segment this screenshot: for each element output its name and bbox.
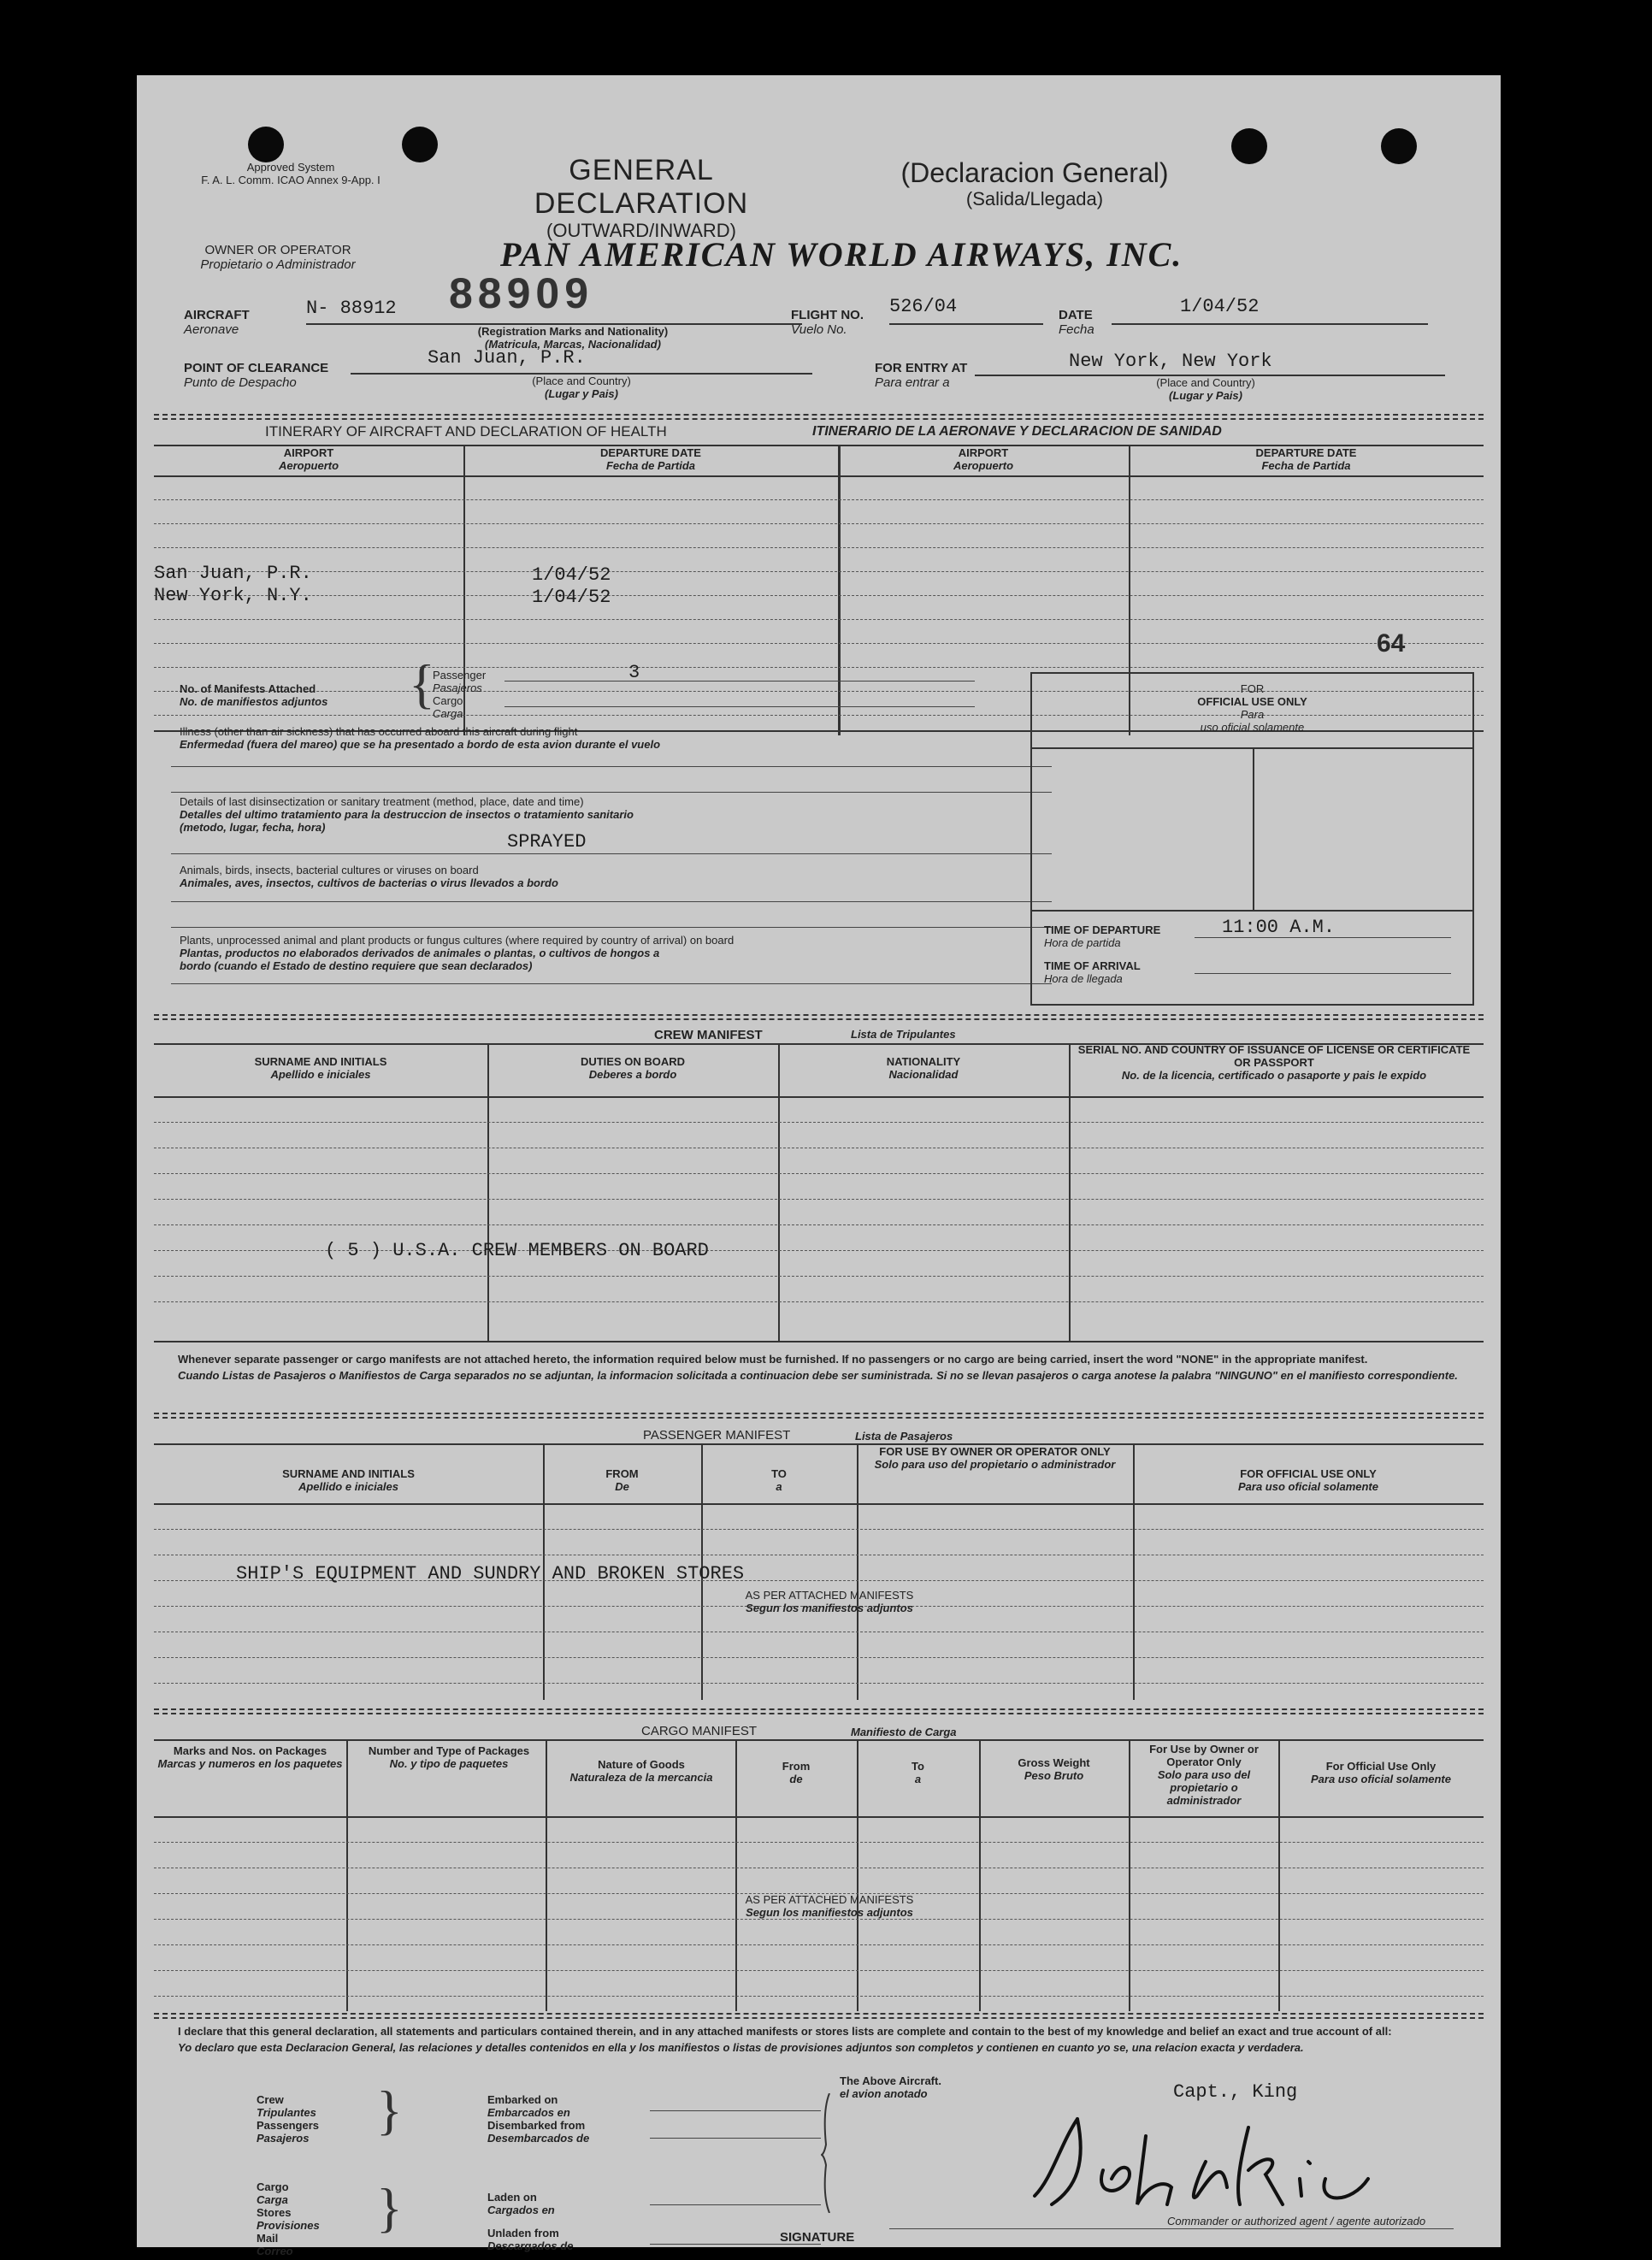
itin-date: 1/04/52: [532, 564, 611, 586]
entry-label-en: FOR ENTRY AT: [875, 361, 968, 375]
footer-goods: [257, 2180, 320, 2257]
reg-note-en: (Registration Marks and Nationality): [477, 325, 669, 338]
embarked-label-es: Embarcados en: [487, 2106, 570, 2119]
col-en: For Use by Owner or Operator Only: [1149, 1743, 1259, 1768]
punch-hole: [1231, 128, 1267, 164]
col-es: Solo para uso del propietario o administrador: [1157, 1768, 1251, 1807]
cargo-label: Cargo: [433, 694, 463, 707]
footer-laden: [487, 2191, 573, 2252]
passenger-title: PASSENGER MANIFEST: [643, 1428, 791, 1443]
disinsect-label: [180, 795, 634, 834]
clearance-label-es: Punto de Despacho: [184, 375, 297, 390]
title-text: GENERAL DECLARATION: [534, 154, 749, 220]
punch-hole: [248, 127, 284, 162]
col-es: Para uso oficial solamente: [1310, 1773, 1451, 1785]
clearance-label: [184, 361, 328, 390]
col-es: Naturaleza de la mercancia: [569, 1771, 713, 1784]
pass-label-es: Pasajeros: [257, 2132, 310, 2145]
illness-en: Illness (other than air sickness) that has occurred aboard this aircraft during flight: [180, 725, 578, 738]
col-en: DEPARTURE DATE: [600, 446, 701, 459]
attached-en: AS PER ATTACHED MANIFESTS: [745, 1589, 914, 1602]
illness-label: [180, 725, 660, 751]
manifest-types: [433, 669, 486, 720]
col-en: Number and Type of Packages: [368, 1744, 530, 1757]
itin-col-date: [463, 446, 838, 472]
aircraft-stamp: 88909: [449, 269, 594, 317]
stores-label-es: Provisiones: [257, 2219, 320, 2232]
date-value: 1/04/52: [1180, 296, 1260, 317]
col-en: AIRPORT: [958, 446, 1009, 459]
passenger-entry: SHIP'S EQUIPMENT AND SUNDRY AND BROKEN STORES: [236, 1563, 745, 1584]
entry-note: [1120, 376, 1291, 402]
cargo-col: [154, 1744, 346, 1770]
manifests-en: No. of Manifests Attached: [180, 682, 316, 695]
title-sub: (OUTWARD/INWARD): [546, 220, 736, 241]
cargo-col: [564, 1758, 718, 1784]
cargo-label-es: Carga: [257, 2193, 288, 2206]
clearance-note-es: (Lugar y Pais): [545, 387, 618, 400]
crew-col: [778, 1055, 1069, 1081]
plants-en: Plants, unprocessed animal and plant products or fungus cultures (where required by country of arrival) on board: [180, 934, 735, 947]
col-es: Fecha de Partida: [605, 459, 696, 472]
col-en: DUTIES ON BOARD: [580, 1055, 686, 1068]
entry-note-es: (Lugar y Pais): [1169, 389, 1242, 402]
col-es: Marcas y numeros en los paquetes: [157, 1757, 343, 1770]
crew-col: [1077, 1043, 1471, 1082]
reg-note-es: (Matricula, Marcas, Nacionalidad): [485, 338, 661, 351]
clearance-note-en: (Place and Country): [532, 375, 631, 387]
official-use-box: [1030, 672, 1474, 1006]
animals-en: Animals, birds, insects, bacterial cultures or viruses on board: [180, 864, 479, 876]
aircraft-value: N- 88912: [306, 298, 397, 319]
signature-label: SIGNATURE: [780, 2230, 855, 2245]
col-es: Fecha de Partida: [1261, 459, 1351, 472]
col-es: a: [776, 1480, 782, 1493]
owner-label-en: OWNER OR OPERATOR: [204, 243, 351, 257]
owner-value: PAN AMERICAN WORLD AIRWAYS, INC.: [500, 235, 1183, 274]
aircraft-label-en: AIRCRAFT: [184, 308, 250, 322]
passenger-table: [154, 1443, 1484, 1700]
col-es: Peso Bruto: [1024, 1769, 1084, 1782]
date-label: [1059, 308, 1094, 337]
pass-col: [857, 1445, 1133, 1471]
date-label-es: Fecha: [1059, 322, 1094, 337]
col-en: SURNAME AND INITIALS: [282, 1467, 415, 1480]
cargo-col: [979, 1756, 1129, 1782]
dep-label: [1044, 923, 1160, 949]
passenger-count: 3: [628, 662, 640, 683]
passenger-label: Passenger: [433, 669, 487, 682]
col-es: a: [914, 1773, 922, 1785]
attached-es: Segun los manifiestos adjuntos: [746, 1602, 913, 1614]
col-es: De: [615, 1480, 629, 1493]
attached-en: AS PER ATTACHED MANIFESTS: [745, 1893, 914, 1906]
disembarked-label-es: Desembarcados de: [487, 2132, 590, 2145]
crew-col: [154, 1055, 487, 1081]
stores-label: Stores: [257, 2206, 292, 2219]
crew-entry: ( 5 ) U.S.A. CREW MEMBERS ON BOARD: [325, 1240, 709, 1261]
dep-label-en: TIME OF DEPARTURE: [1044, 923, 1161, 936]
col-en: NATIONALITY: [886, 1055, 961, 1068]
manifest-notice: [178, 1353, 1460, 1382]
aircraft-brace: [821, 2093, 833, 2213]
entry-label: [875, 361, 967, 390]
disinsect-es: Detalles del ultimo tratamiento para la destruccion de insectos o tratamiento sanitario: [180, 808, 634, 821]
handwritten-signature: [1026, 2110, 1385, 2217]
flight-label: [791, 308, 864, 337]
col-es: de: [789, 1773, 803, 1785]
cargo-label-es: Carga: [433, 707, 463, 720]
form-title-es: [872, 157, 1197, 209]
agent-label: Commander or authorized agent / agente autorizado: [1167, 2215, 1426, 2228]
embarked-label: Embarked on: [487, 2093, 558, 2106]
disembarked-label: Disembarked from: [487, 2119, 586, 2132]
col-en: FROM: [605, 1467, 639, 1480]
declaration-en: I declare that this general declaration, all statements and particulars contained therein, and in any attached manifests or stores lists are complete and contain to the best of my knowledge and belief an exact and true account of all:: [178, 2025, 1392, 2038]
cargo-attached: [701, 1893, 958, 1919]
passenger-label-es: Pasajeros: [433, 682, 482, 694]
laden-label-es: Cargados en: [487, 2204, 555, 2216]
aircraft-label-es: Aeronave: [184, 322, 239, 337]
cargo-title-es: Manifiesto de Carga: [851, 1726, 957, 1738]
itin-col-airport-2: [838, 446, 1129, 472]
cargo-col: [1278, 1760, 1484, 1785]
itin-airport: San Juan, P.R.: [154, 563, 312, 584]
above-aircraft-es: el avion anotado: [840, 2087, 928, 2100]
approved-line: Approved System: [246, 161, 335, 174]
col-es: Nacionalidad: [888, 1068, 959, 1081]
approved-system: [188, 161, 393, 186]
col-es: Deberes a bordo: [588, 1068, 677, 1081]
disinsect-en: Details of last disinsectization or sanitary treatment (method, place, date and time): [180, 795, 584, 808]
col-es: No. de la licencia, certificado o pasaporte y pais le expido: [1121, 1069, 1427, 1082]
clearance-note: [496, 375, 667, 400]
cargo-col: [735, 1760, 857, 1785]
itin-col-date-2: [1129, 446, 1484, 472]
pass-col: [154, 1467, 543, 1493]
laden-label: Laden on: [487, 2191, 537, 2204]
col-es: Para uso oficial solamente: [1237, 1480, 1378, 1493]
crew-label: Crew: [257, 2093, 284, 2106]
cargo-title: CARGO MANIFEST: [641, 1724, 758, 1738]
dep-value: 11:00 A.M.: [1222, 917, 1336, 938]
col-es: No. y tipo de paquetes: [389, 1757, 509, 1770]
official-title-1: FOR: [1240, 682, 1265, 695]
itin-date: 1/04/52: [532, 587, 611, 608]
entry-note-en: (Place and Country): [1156, 376, 1255, 389]
pass-label: Passengers: [257, 2119, 319, 2132]
cargo-col: [857, 1760, 979, 1785]
unladen-label: Unladen from: [487, 2227, 559, 2239]
plants-es2: bordo (cuando el Estado de destino requiere que sean declarados): [180, 959, 533, 972]
crew-label-es: Tripulantes: [257, 2106, 316, 2119]
above-aircraft: [840, 2074, 941, 2100]
manifests-es: No. de manifiestos adjuntos: [180, 695, 328, 708]
mail-label-es: Correo: [257, 2245, 293, 2257]
notice-es: Cuando Listas de Pasajeros o Manifiestos de Carga separados no se adjuntan, la informacion solicitada a continuacion debe ser suministrada. Si no se llevan pasajeros o carga anotese la palabra "NINGUNO" en el manifiesto correspondiente.: [178, 1369, 1458, 1382]
arr-label-en: TIME OF ARRIVAL: [1044, 959, 1141, 972]
crew-title: CREW MANIFEST: [654, 1028, 763, 1042]
owner-label-es: Propietario o Administrador: [200, 257, 356, 272]
col-en: From: [782, 1760, 811, 1773]
crew-col: [487, 1055, 778, 1081]
crew-title-es: Lista de Tripulantes: [851, 1028, 956, 1041]
clearance-label-en: POINT OF CLEARANCE: [184, 361, 329, 375]
itin-airport: New York, N.Y.: [154, 585, 312, 606]
flight-label-en: FLIGHT NO.: [791, 308, 864, 322]
col-es: Apellido e iniciales: [298, 1480, 399, 1493]
col-en: DEPARTURE DATE: [1255, 446, 1357, 459]
pass-attached: [701, 1589, 958, 1614]
itin-col-airport: [154, 446, 463, 472]
itinerary-title-es: ITINERARIO DE LA AERONAVE Y DECLARACION DE SANIDAD: [812, 424, 1222, 439]
cargo-col: [368, 1744, 530, 1770]
col-en: For Official Use Only: [1325, 1760, 1437, 1773]
col-en: AIRPORT: [283, 446, 334, 459]
disinsect-value: SPRAYED: [507, 831, 587, 853]
clearance-value: San Juan, P.R.: [428, 347, 586, 369]
declaration-text: [178, 2025, 1460, 2054]
manifests-label: [180, 682, 327, 708]
col-en: FOR OFFICIAL USE ONLY: [1240, 1467, 1377, 1480]
official-title-2: OFFICIAL USE ONLY: [1197, 695, 1307, 708]
aircraft-label: [184, 308, 250, 337]
official-title: [1032, 682, 1472, 734]
brace-mark: [821, 2093, 833, 2213]
owner-label: [171, 243, 385, 272]
captain-name: Capt., King: [1173, 2081, 1298, 2103]
attached-es: Segun los manifiestos adjuntos: [746, 1906, 913, 1919]
crew-table: [154, 1043, 1484, 1341]
passenger-title-es: Lista de Pasajeros: [855, 1430, 953, 1443]
col-en: SERIAL NO. AND COUNTRY OF ISSUANCE OF LICENSE OR CERTIFICATE OR PASSPORT: [1077, 1043, 1471, 1069]
col-en: FOR USE BY OWNER OR OPERATOR ONLY: [879, 1445, 1111, 1458]
declaration-form: Approved System F. A. L. Comm. ICAO Annex 9-App. I GENERAL DECLARATION (OUTWARD/INWARD) (Declaracion General) (Salida/Llegada) OWNER OR OPERATOR Propietario o Administrador PAN AMERICAN WORLD AIRWAYS, INC. AIRCRAFT Aeronave N- 88912 88909 (Registration Marks and Nationality) (Matricula, Marcas, Nacionalidad) FLIGHT NO. Vuelo No. 526/04 DATE Fecha 1/04/52 POINT OF CLEARANCE Punto de Despacho San Juan, P.R. (Place and Country) (Lugar y Pais) FOR ENTRY AT Para entrar a New York, New York (Place and Country) (Lugar y Pais) ITINERARY OF AIRCRAFT AND DECLARATION OF HEALTH ITINERARIO DE LA AERONAVE Y DECLARACION DE SANIDAD AIRPORT Aeropuerto DEPARTURE DATE Fecha de Partida AIRPORT Aeropuerto DEPARTURE DATE Fecha de Partida San Juan, P.R. 1/04/52 New York, N.Y. 1/04/52 64 No. of Manifests Attached No. de manifiestos adjuntos { Passenger Pasajeros Cargo Carga 3 Illness (other than air sickness) that has occurred aboard this aircraft during flight Enfermedad (fuera del mareo) que se ha presentado a bordo de esta avion durante el vuelo Details of last disinsectization or sanitary treatment (method, place, date and time) Detalles del ultimo tratamiento para la destruccion de insectos o tratamiento sanitario (metodo, lugar, fecha, hora) SPRAYED Animals, birds, insects, bacterial cultures or viruses on board Animales, aves, insectos, cultivos de bacterias o virus llevados a bordo Plants, unprocessed animal and plant products or fungus cultures (where required by country of arrival) on board Plantas, productos no elaborados derivados de animales o plantas, o cultivos de hongos a bordo (cuando el Estado de destino requiere que sean declarados) FOR OFFICIAL USE ONLY Para uso oficial solamente TIME OF DEPARTURE Hora de partida 11:00 A.M. TIME OF ARRIVAL Hora de llegada CREW MANIFEST Lista de Tripulantes SURNAME AND INITIALS Apellido e iniciales DUTIES ON BOARD Deberes a bordo NATIONALITY Nacionalidad SERIAL NO. AND COUNTRY OF ISSUANCE OF LICENSE OR CERTIFICATE OR PASSPORT No. de la licencia, certificado o pasaporte y pais le expido ( 5 ) U.S.A. CREW MEMBERS ON BOARD Whenever separate passenger or cargo manifests are not attached hereto, the information required below must be furnished. If no passengers or no cargo are being carried, insert the word "NONE" in the appropriate manifest. Cuando Listas de Pasajeros o Manifiestos de Carga separados no se adjuntan, la informacion solicitada a continuacion debe ser suministrada. Si no se llevan pasajeros o carga anotese la palabra "NINGUNO" en el manifiesto correspondiente. PASSENGER MANIFEST Lista de Pasajeros SURNAME AND INITIALS Apellido e iniciales FROM De TO a FOR USE BY OWNER OR OPERATOR ONLY Solo para uso del propietario o administrador FOR OFFICIAL USE ONLY Para uso oficial solamente SHIP'S EQUIPMENT AND SUNDRY AND BROKEN STORES AS PER ATTACHED MANIFESTS Segun los manifiestos adjuntos CARGO MANIFEST Manifiesto de Carga Marks and Nos. on Packages Marcas y numeros en los paquetes Number and Type of Packages No. y tipo de paquetes Nature of Goods Naturaleza de la mercancia From de To a Gross Weight Peso Bruto For Use by Owner or Operator Only Solo para uso del propietario o administrador For Official Use Only Para uso oficial solamente AS PER ATTACHED MANIFESTS Segun los manifiestos adjuntos I declare that this general declaration, all statements and particulars contained therein, and in any attached manifests or stores lists are complete and contain to the best of my knowledge and belief an exact and true account of all: Yo declaro que esta Declaracion General, las relaciones y detalles contenidos en ella y los manifiestos o listas de provisiones adjuntos son completos y contienen en cuanto yo se, una relacion exacta y verdadera. Crew Tripulantes Passengers Pasajeros } Embarked on Embarcados en Disembarked from Desembarcados de Cargo Carga Stores Provisiones Mail Correo } Laden on Cargados en Unladen from Descargados de The Above Aircraft. el avion anotado Capt., King SIGNATURE Commander or authorized agent / agente autorizado: [137, 75, 1501, 2247]
signature-mark: [1026, 2110, 1385, 2213]
col-en: Nature of Goods: [598, 1758, 685, 1771]
col-es: Solo para uso del propietario o administrador: [874, 1458, 1116, 1471]
itinerary-title: ITINERARY OF AIRCRAFT AND DECLARATION OF HEALTH: [265, 423, 667, 440]
form-title: [462, 154, 821, 241]
col-es: Apellido e iniciales: [270, 1068, 371, 1081]
arr-label: [1044, 959, 1141, 985]
cargo-label: Cargo: [257, 2180, 289, 2193]
pass-col: [1133, 1467, 1484, 1493]
animals-label: [180, 864, 558, 889]
col-en: Gross Weight: [1018, 1756, 1090, 1769]
page-number: 64: [1377, 629, 1406, 658]
col-en: To: [912, 1760, 924, 1773]
animals-es: Animales, aves, insectos, cultivos de bacterias o virus llevados a bordo: [180, 876, 558, 889]
cargo-col: [1136, 1743, 1272, 1807]
notice-en: Whenever separate passenger or cargo manifests are not attached hereto, the information required below must be furnished. If no passengers or no cargo are being carried, insert the word "NONE" in the appropriate manifest.: [178, 1353, 1368, 1366]
pass-col: [543, 1467, 701, 1493]
plants-label: [180, 934, 734, 972]
approved-line: F. A. L. Comm. ICAO Annex 9-App. I: [201, 174, 381, 186]
title-es-text: (Declaracion General): [900, 157, 1169, 188]
above-aircraft-en: The Above Aircraft.: [840, 2074, 941, 2087]
col-en: Marks and Nos. on Packages: [173, 1744, 327, 1757]
pass-col: [701, 1467, 857, 1493]
entry-value: New York, New York: [1069, 351, 1272, 372]
official-sub-2: uso oficial solamente: [1200, 721, 1305, 734]
plants-es: Plantas, productos no elaborados derivados de animales o plantas, o cultivos de hongos a: [180, 947, 660, 959]
col-en: SURNAME AND INITIALS: [254, 1055, 387, 1068]
col-es: Aeropuerto: [953, 459, 1014, 472]
title-es-sub: (Salida/Llegada): [965, 188, 1104, 209]
official-sub-1: Para: [1240, 708, 1265, 721]
cargo-table: [154, 1739, 1484, 2011]
unladen-label-es: Descargados de: [487, 2239, 574, 2252]
punch-hole: [1381, 128, 1417, 164]
declaration-es: Yo declaro que esta Declaracion General, las relaciones y detalles contenidos en ella y los manifiestos o listas de provisiones adjuntos son completos y contienen en cuanto yo se, una relacion exacta y verdadera.: [178, 2041, 1304, 2054]
punch-hole: [402, 127, 438, 162]
footer-embark: [487, 2093, 589, 2145]
illness-es: Enfermedad (fuera del mareo) que se ha presentado a bordo de esta avion durante el vuelo: [180, 738, 661, 751]
dep-label-es: Hora de partida: [1044, 936, 1121, 949]
col-es: Aeropuerto: [278, 459, 339, 472]
arr-label-es: Hora de llegada: [1044, 972, 1123, 985]
entry-label-es: Para entrar a: [875, 375, 950, 390]
date-label-en: DATE: [1059, 308, 1093, 322]
col-en: TO: [771, 1467, 787, 1480]
disinsect-es2: (metodo, lugar, fecha, hora): [180, 821, 326, 834]
footer-people: [257, 2093, 319, 2145]
flight-value: 526/04: [889, 296, 958, 317]
flight-label-es: Vuelo No.: [791, 322, 847, 337]
mail-label: Mail: [257, 2232, 279, 2245]
